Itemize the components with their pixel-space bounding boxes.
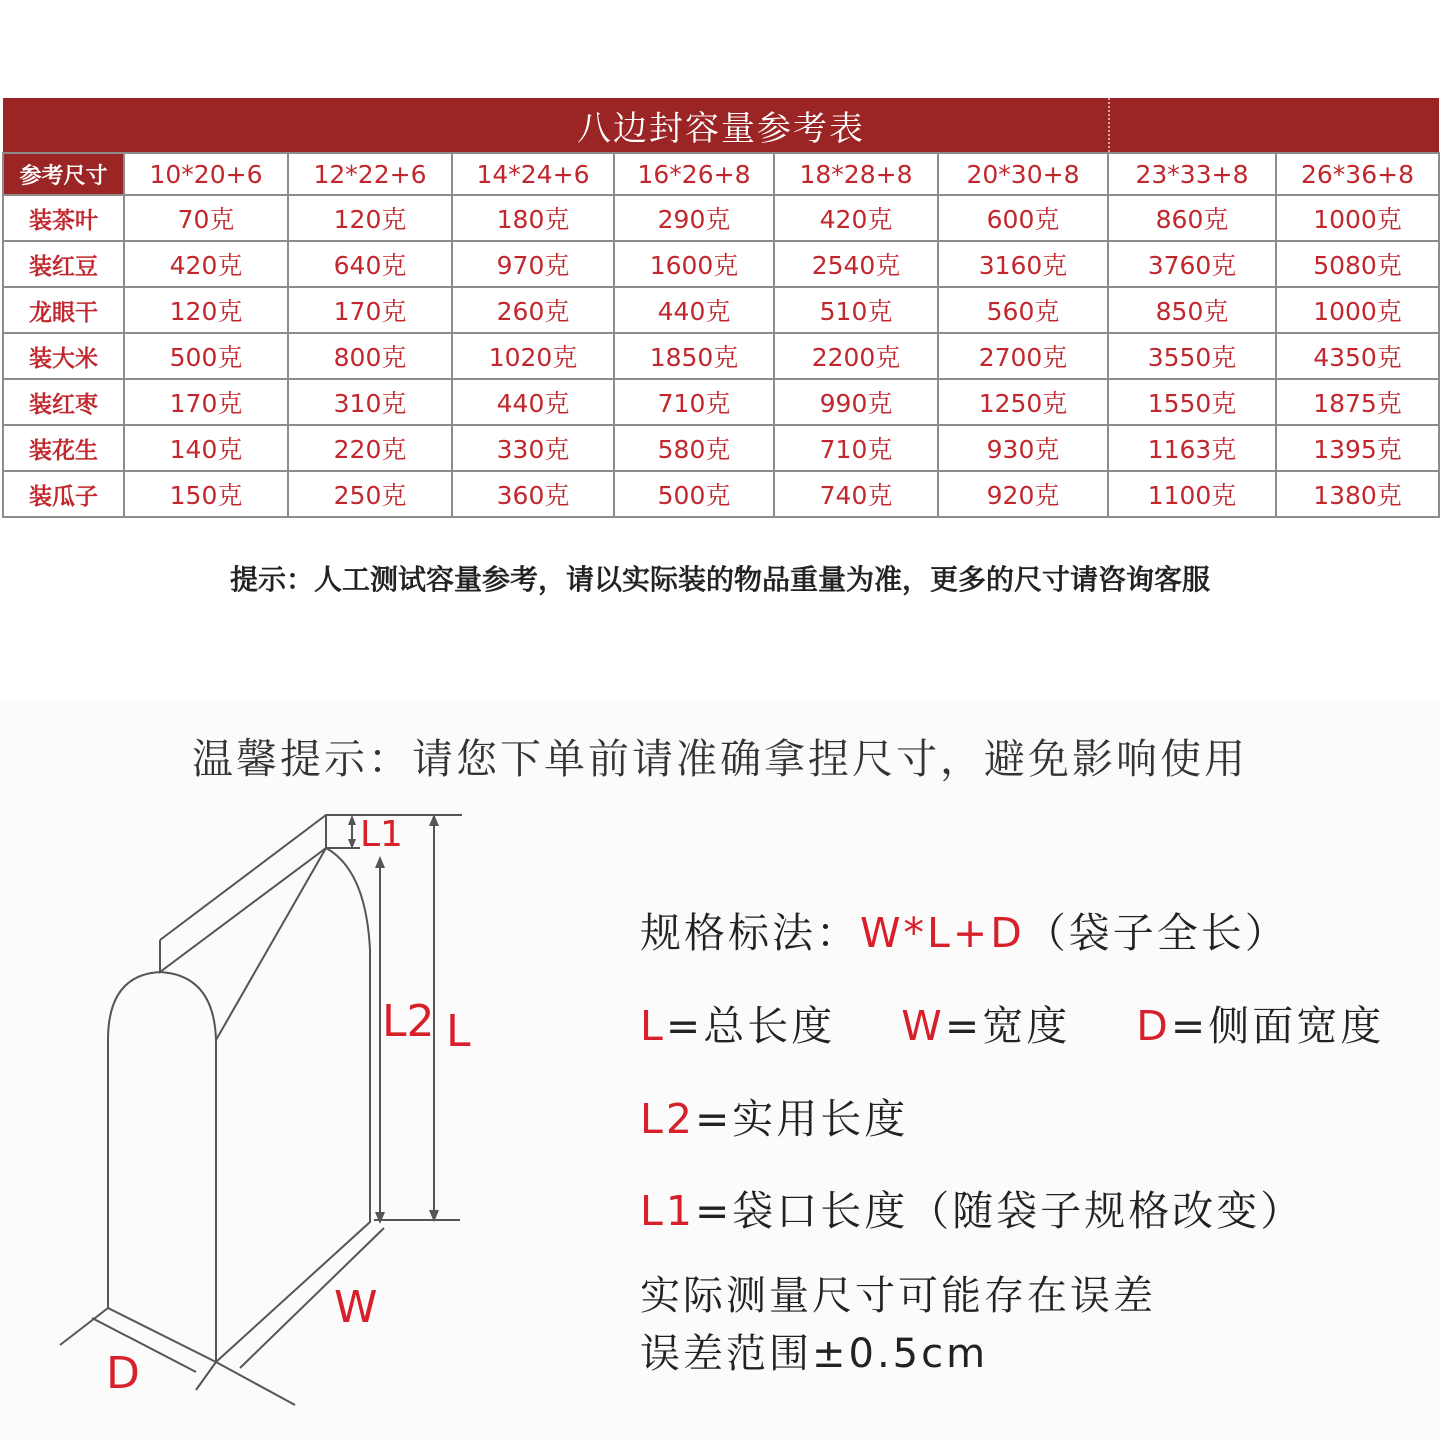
capacity-cell: 990克 [774, 379, 938, 425]
table-title: 八边封容量参考表 [3, 98, 1439, 153]
w-desc: =宽度 [944, 1002, 1071, 1050]
row-item-label: 装茶叶 [3, 195, 124, 241]
table-title-row [3, 98, 1439, 153]
capacity-cell: 170克 [124, 379, 288, 425]
capacity-cell: 740克 [774, 471, 938, 517]
spec-suffix: （袋子全长） [1024, 909, 1289, 957]
d-extension-right [196, 1362, 216, 1390]
l-key: L [640, 1002, 666, 1050]
capacity-tip: 提示：人工测试容量参考，请以实际装的物品重量为准，更多的尺寸请咨询客服 [229, 563, 1210, 596]
row-item-label: 装红枣 [3, 379, 124, 425]
capacity-cell: 510克 [774, 287, 938, 333]
l1-arrow-top [348, 815, 356, 825]
legend-l2 [640, 1086, 908, 1145]
row-item-label: 装红豆 [3, 241, 124, 287]
capacity-cell: 710克 [774, 425, 938, 471]
capacity-cell: 920克 [938, 471, 1108, 517]
error-line-1: 实际测量尺寸可能存在误差 [640, 1273, 1156, 1319]
capacity-cell: 330克 [452, 425, 614, 471]
corner-label: 参考尺寸 [3, 153, 124, 195]
capacity-cell: 1550克 [1108, 379, 1276, 425]
w-extension [216, 1362, 295, 1405]
capacity-cell: 1380克 [1276, 471, 1439, 517]
capacity-cell: 710克 [614, 379, 774, 425]
capacity-cell: 500克 [614, 471, 774, 517]
table-row [3, 333, 1439, 379]
capacity-cell: 70克 [124, 195, 288, 241]
capacity-cell: 420克 [124, 241, 288, 287]
w-key: W [901, 1002, 945, 1050]
bag-front-panel [108, 972, 216, 1362]
l2-key: L2 [640, 1095, 695, 1143]
table-row [3, 471, 1439, 517]
d-extension-left [60, 1308, 108, 1345]
capacity-cell: 3760克 [1108, 241, 1276, 287]
capacity-cell: 4350克 [1276, 333, 1439, 379]
capacity-cell: 440克 [614, 287, 774, 333]
capacity-cell: 500克 [124, 333, 288, 379]
capacity-cell: 250克 [288, 471, 452, 517]
capacity-cell: 5080克 [1276, 241, 1439, 287]
capacity-cell: 290克 [614, 195, 774, 241]
row-item-label: 装花生 [3, 425, 124, 471]
capacity-cell: 3550克 [1108, 333, 1276, 379]
label-l: L [446, 1006, 471, 1057]
capacity-cell: 2700克 [938, 333, 1108, 379]
capacity-cell: 800克 [288, 333, 452, 379]
table-row [3, 379, 1439, 425]
capacity-cell: 970克 [452, 241, 614, 287]
size-header: 20*30+8 [938, 153, 1108, 195]
capacity-cell: 1163克 [1108, 425, 1276, 471]
capacity-cell: 2200克 [774, 333, 938, 379]
capacity-cell: 560克 [938, 287, 1108, 333]
legend-dimensions [640, 993, 1384, 1052]
capacity-cell: 1020克 [452, 333, 614, 379]
capacity-cell: 1000克 [1276, 287, 1439, 333]
capacity-cell: 930克 [938, 425, 1108, 471]
capacity-cell: 150克 [124, 471, 288, 517]
capacity-cell: 440克 [452, 379, 614, 425]
l-desc: =总长度 [665, 1002, 836, 1050]
warm-tip: 温馨提示：请您下单前请准确拿捏尺寸，避免影响使用 [192, 735, 1248, 783]
label-w: W [334, 1282, 378, 1333]
capacity-cell: 860克 [1108, 195, 1276, 241]
d-desc: =侧面宽度 [1170, 1002, 1385, 1050]
size-header: 12*22+6 [288, 153, 452, 195]
capacity-cell: 850克 [1108, 287, 1276, 333]
capacity-cell: 1100克 [1108, 471, 1276, 517]
capacity-cell: 1850克 [614, 333, 774, 379]
capacity-cell: 1600克 [614, 241, 774, 287]
row-item-label: 装瓜子 [3, 471, 124, 517]
label-l1: L1 [360, 814, 403, 855]
capacity-cell: 1000克 [1276, 195, 1439, 241]
table-row [3, 241, 1439, 287]
row-item-label: 龙眼干 [3, 287, 124, 333]
bag-diagram [0, 800, 560, 1440]
capacity-cell: 1875克 [1276, 379, 1439, 425]
table-row [3, 287, 1439, 333]
capacity-cell: 120克 [124, 287, 288, 333]
capacity-cell: 140克 [124, 425, 288, 471]
table-row [3, 425, 1439, 471]
spec-formula: W*L+D [860, 909, 1025, 957]
legend-l1 [640, 1178, 1304, 1237]
capacity-cell: 1250克 [938, 379, 1108, 425]
capacity-cell: 3160克 [938, 241, 1108, 287]
capacity-cell: 120克 [288, 195, 452, 241]
capacity-cell: 2540克 [774, 241, 938, 287]
size-header: 23*33+8 [1108, 153, 1276, 195]
capacity-cell: 170克 [288, 287, 452, 333]
row-item-label: 装大米 [3, 333, 124, 379]
label-d: D [106, 1348, 140, 1399]
size-header-row [3, 153, 1439, 195]
capacity-cell: 310克 [288, 379, 452, 425]
l1-desc: =袋口长度（随袋子规格改变） [694, 1187, 1305, 1235]
capacity-cell: 420克 [774, 195, 938, 241]
size-header: 14*24+6 [452, 153, 614, 195]
d-key: D [1136, 1002, 1171, 1050]
table-row [3, 195, 1439, 241]
legend-spec [640, 900, 1289, 959]
capacity-cell: 180克 [452, 195, 614, 241]
size-header: 18*28+8 [774, 153, 938, 195]
capacity-cell: 260克 [452, 287, 614, 333]
capacity-cell: 1395克 [1276, 425, 1439, 471]
l2-arrow-bottom [375, 1212, 385, 1224]
capacity-cell: 220克 [288, 425, 452, 471]
l1-key: L1 [640, 1187, 695, 1235]
bag-top-edge [160, 815, 462, 940]
capacity-table [2, 98, 1440, 518]
error-line-2: 误差范围±0.5cm [640, 1331, 989, 1377]
capacity-cell: 640克 [288, 241, 452, 287]
capacity-cell: 600克 [938, 195, 1108, 241]
bag-flap [160, 815, 326, 972]
capacity-cell: 580克 [614, 425, 774, 471]
spec-prefix: 规格标法： [640, 909, 860, 957]
l2-desc: =实用长度 [694, 1095, 909, 1143]
capacity-cell: 360克 [452, 471, 614, 517]
size-header: 10*20+6 [124, 153, 288, 195]
title-divider [1108, 98, 1110, 152]
size-header: 26*36+8 [1276, 153, 1439, 195]
size-header: 16*26+8 [614, 153, 774, 195]
label-l2: L2 [382, 996, 435, 1047]
l2-arrow-top [375, 856, 385, 868]
